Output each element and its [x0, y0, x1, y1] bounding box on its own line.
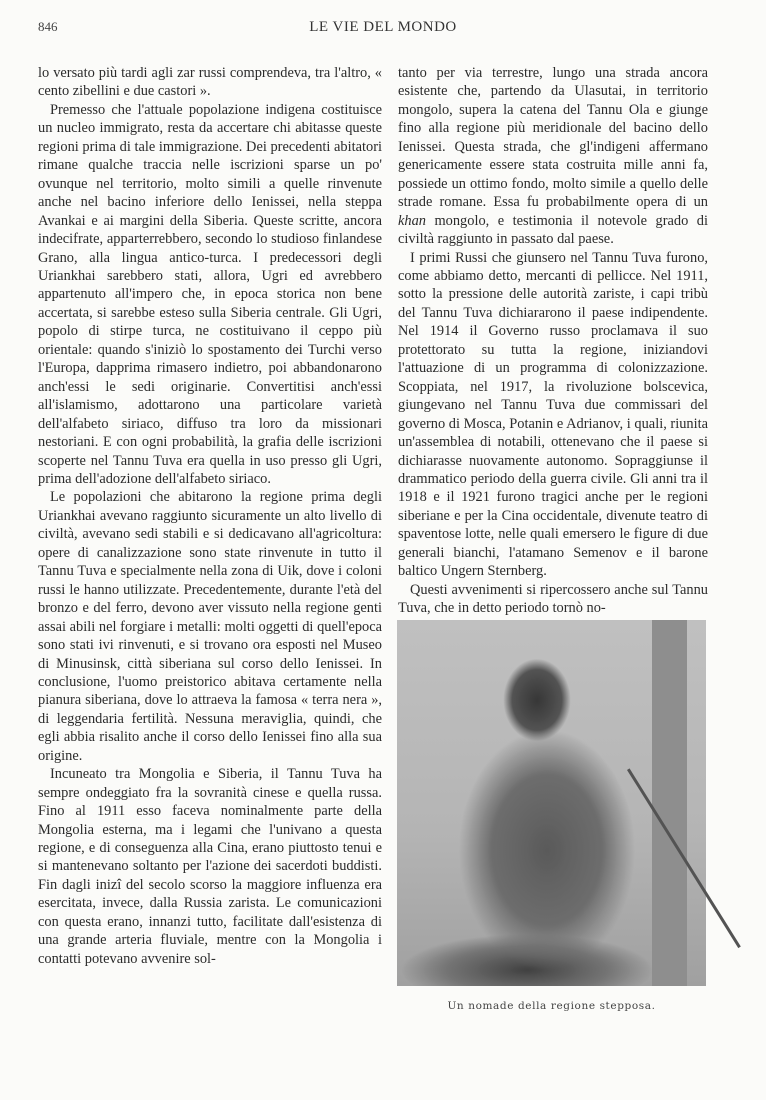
- paragraph: Questi avvenimenti si ripercossero anche sul Tannu Tuva, che in detto periodo tornò no-: [398, 581, 708, 617]
- staff-shape: [627, 768, 741, 948]
- paragraph: Incuneato tra Mongolia e Siberia, il Tannu Tuva ha sempre ondeggiato fra la sovranità cinese e quella russa. Fino al 1911 esso faceva nominalmente parte della Mongolia esterna, ma i legami che l'univano a questa regione, e di conseguenza alla Cina, erano piuttosto tenui e si mantenevano soltanto per l'azione dei sacerdoti buddisti. Fin dagli inizî del secolo scorso la maggiore influenza era esercitata, invece, dalla Russia zarista. Le comunicazioni con questa erano, innanzi tutto, facilitate dall'esistenza di una grande arteria fluviale, mentre con la Mongolia i contatti potevano avvenire sol-: [38, 766, 382, 967]
- running-title: LE VIE DEL MONDO: [309, 19, 457, 35]
- paragraph: Le popolazioni che abitarono la regione prima degli Uriankhai avevano raggiunto sicuramente un alto livello di civiltà, avevano sedi stabili e si dedicavano all'agricoltura: opere di canalizzazione sono state rinvenute in tutto il Tannu Tuva e specialmente nella zona di Uik, dove i coloni russi le hanno utilizzate. Precedentemente, durante l'età del bronzo e del ferro, devono aver vissuto nella regione genti assai abili nel forgiare i metalli: molti oggetti di quell'epoca sono stati ivi rinvenuti, e si trovano ora esposti nel Museo di Minusinsk, città siberiana sul corso dello Ienissei. In conclusione, l'uomo preistorico abitava certamente nella pianura siberiana, dove lo attraeva la famosa « terra nera », di leggendaria fertilità. Nessuna meraviglia, quindi, che egli abbia risalito anche il corso dello Ienissei fino alla sua origine.: [38, 489, 382, 764]
- text-run: tanto per via terrestre, lungo una strada ancora esistente che, partendo da Ulasutai, in territorio mongolo, supera la catena del Tannu Ola e giunge fino alla regione più meridionale del bacino dello Ienissei. Questa strada, che gl'indigeni affermano genericamente essere stata costruita mille anni fa, possiede un ottimo fondo, molto simile a quello delle strade romane. Essa fu probabilmente opera di un: [398, 65, 708, 211]
- figure-caption: Un nomade della regione stepposa.: [447, 1000, 656, 1012]
- page-number: 846: [38, 19, 58, 34]
- italic-term: khan: [398, 212, 426, 229]
- nomad-photograph: [397, 620, 706, 986]
- right-column: [398, 64, 708, 618]
- text-run: mongolo, e testimonia il notevole grado di civiltà raggiunto in passato dal paese.: [398, 212, 708, 248]
- paragraph: Premesso che l'attuale popolazione indigena costituisce un nucleo immigrato, resta da accertare chi abitasse queste regioni prima di tale immigrazione. Dei precedenti abitatori rimane qualche traccia nelle iscrizioni sparse un po' ovunque nel territorio, molto simili a quelle rinvenute anche nel bacino inferiore dello Ienissei, nella steppa Avankai e ai margini della Siberia. Queste scritte, ancora indecifrate, apparterrebbero, secondo lo studioso finlandese Grano, alla lingua antico-turca. I predecessori degli Uriankhai sarebbero stati, allora, Ugri ed avrebbero appartenuto all'impero che, in epoca storica non bene accertata, si sarebbe esteso sulla Siberia centrale. Gli Ugri, popolo di stirpe turca, ne costituivano il ceppo più orientale: quando s'iniziò lo spostamento dei Turchi verso l'Europa, dapprima rimasero indietro, poi abbandonarono anch'essi le sedi originarie. Convertitisi anch'essi all'islamismo, adottarono una particolare varietà dell'alfabeto siriaco, diffuso tra loro da missionari nestoriani. E con ogni probabilità, la grafia delle iscrizioni scoperte nel Tannu Tuva era quella in uso presso gli Ugri, prima dell'adozione dell'alfabeto siriaco.: [38, 101, 382, 487]
- paragraph: [398, 64, 708, 249]
- paragraph: I primi Russi che giunsero nel Tannu Tuva furono, come abbiamo detto, mercanti di pellicce. Nel 1911, sotto la pressione delle autorità zariste, i capi tribù del Tannu Tuva dichiararono il paese indipendente. Nel 1914 il Governo russo proclamava il suo protettorato su tutta la regione, iniziandovi l'attuazione di un programma di colonizzazione. Scoppiata, nel 1917, la rivoluzione bolscevica, giungevano nel Tannu Tuva due commissari del governo di Mosca, Potanin e Adrianov, i quali, riunita un'assemblea di notabili, ottenevano che il paese si dichiarasse nuovamente autonomo. Sopraggiunse il drammatico periodo della guerra civile. Gli anni tra il 1918 e il 1921 furono tragici anche per le regioni siberiane e per la Cina occidentale, divenute teatro di spaventose lotte, nelle quali emersero le figure di due generali bianchi, l'atamano Semenov e il barone baltico Ungern Sternberg.: [398, 249, 708, 580]
- left-column: [38, 64, 382, 968]
- paragraph: lo versato più tardi agli zar russi comprendeva, tra l'altro, « cento zibellini e due castori ».: [38, 65, 382, 100]
